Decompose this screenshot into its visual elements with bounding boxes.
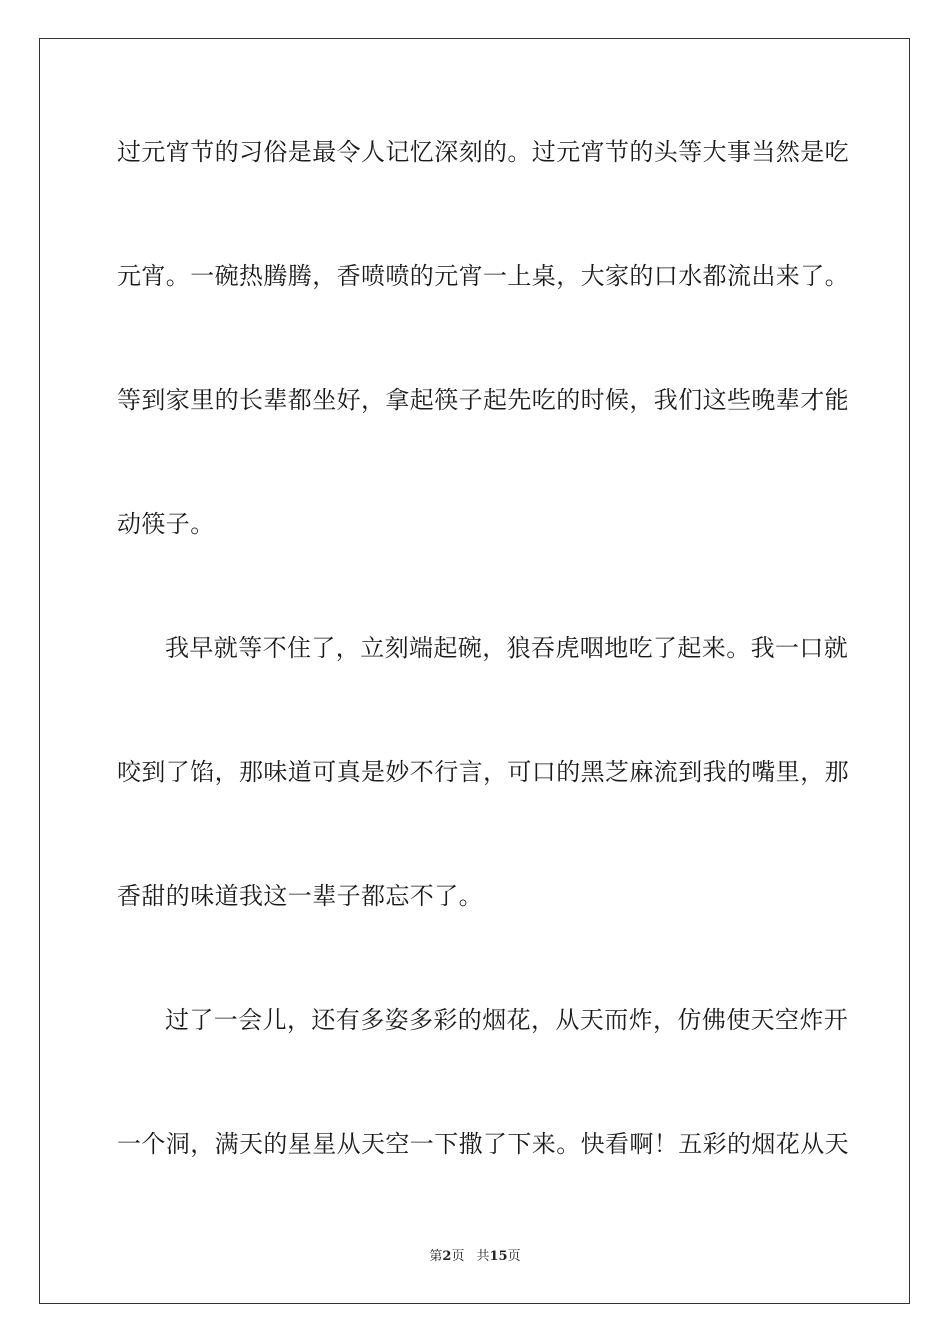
total-suffix: 页 bbox=[507, 1249, 521, 1264]
paragraph-line: 我早就等不住了，立刻端起碗，狼吞虎咽地吃了起来。我一口就 bbox=[165, 634, 849, 662]
page-footer bbox=[0, 1248, 950, 1266]
paragraph-line: 动筷子。 bbox=[117, 510, 215, 538]
page-suffix: 页 bbox=[451, 1249, 465, 1264]
total-pages: 15 bbox=[489, 1249, 508, 1264]
paragraph-line: 等到家里的长辈都坐好，拿起筷子起先吃的时候，我们这些晚辈才能 bbox=[117, 386, 849, 414]
paragraph-line: 过了一会儿，还有多姿多彩的烟花，从天而炸，仿佛使天空炸开 bbox=[165, 1006, 849, 1034]
paragraph-line: 香甜的味道我这一辈子都忘不了。 bbox=[117, 882, 483, 910]
total-prefix: 共 bbox=[476, 1249, 490, 1264]
paragraph-line: 过元宵节的习俗是最令人记忆深刻的。过元宵节的头等大事当然是吃 bbox=[117, 138, 849, 166]
paragraph-line: 一个洞，满天的星星从天空一下撒了下来。快看啊！五彩的烟花从天 bbox=[117, 1130, 849, 1158]
paragraph-line: 元宵。一碗热腾腾，香喷喷的元宵一上桌，大家的口水都流出来了。 bbox=[117, 262, 849, 290]
page-prefix: 第 bbox=[429, 1249, 443, 1264]
paragraph-line: 咬到了馅，那味道可真是妙不行言，可口的黑芝麻流到我的嘴里，那 bbox=[117, 758, 849, 786]
page-border bbox=[39, 38, 910, 1304]
page-number: 2 bbox=[442, 1249, 452, 1264]
